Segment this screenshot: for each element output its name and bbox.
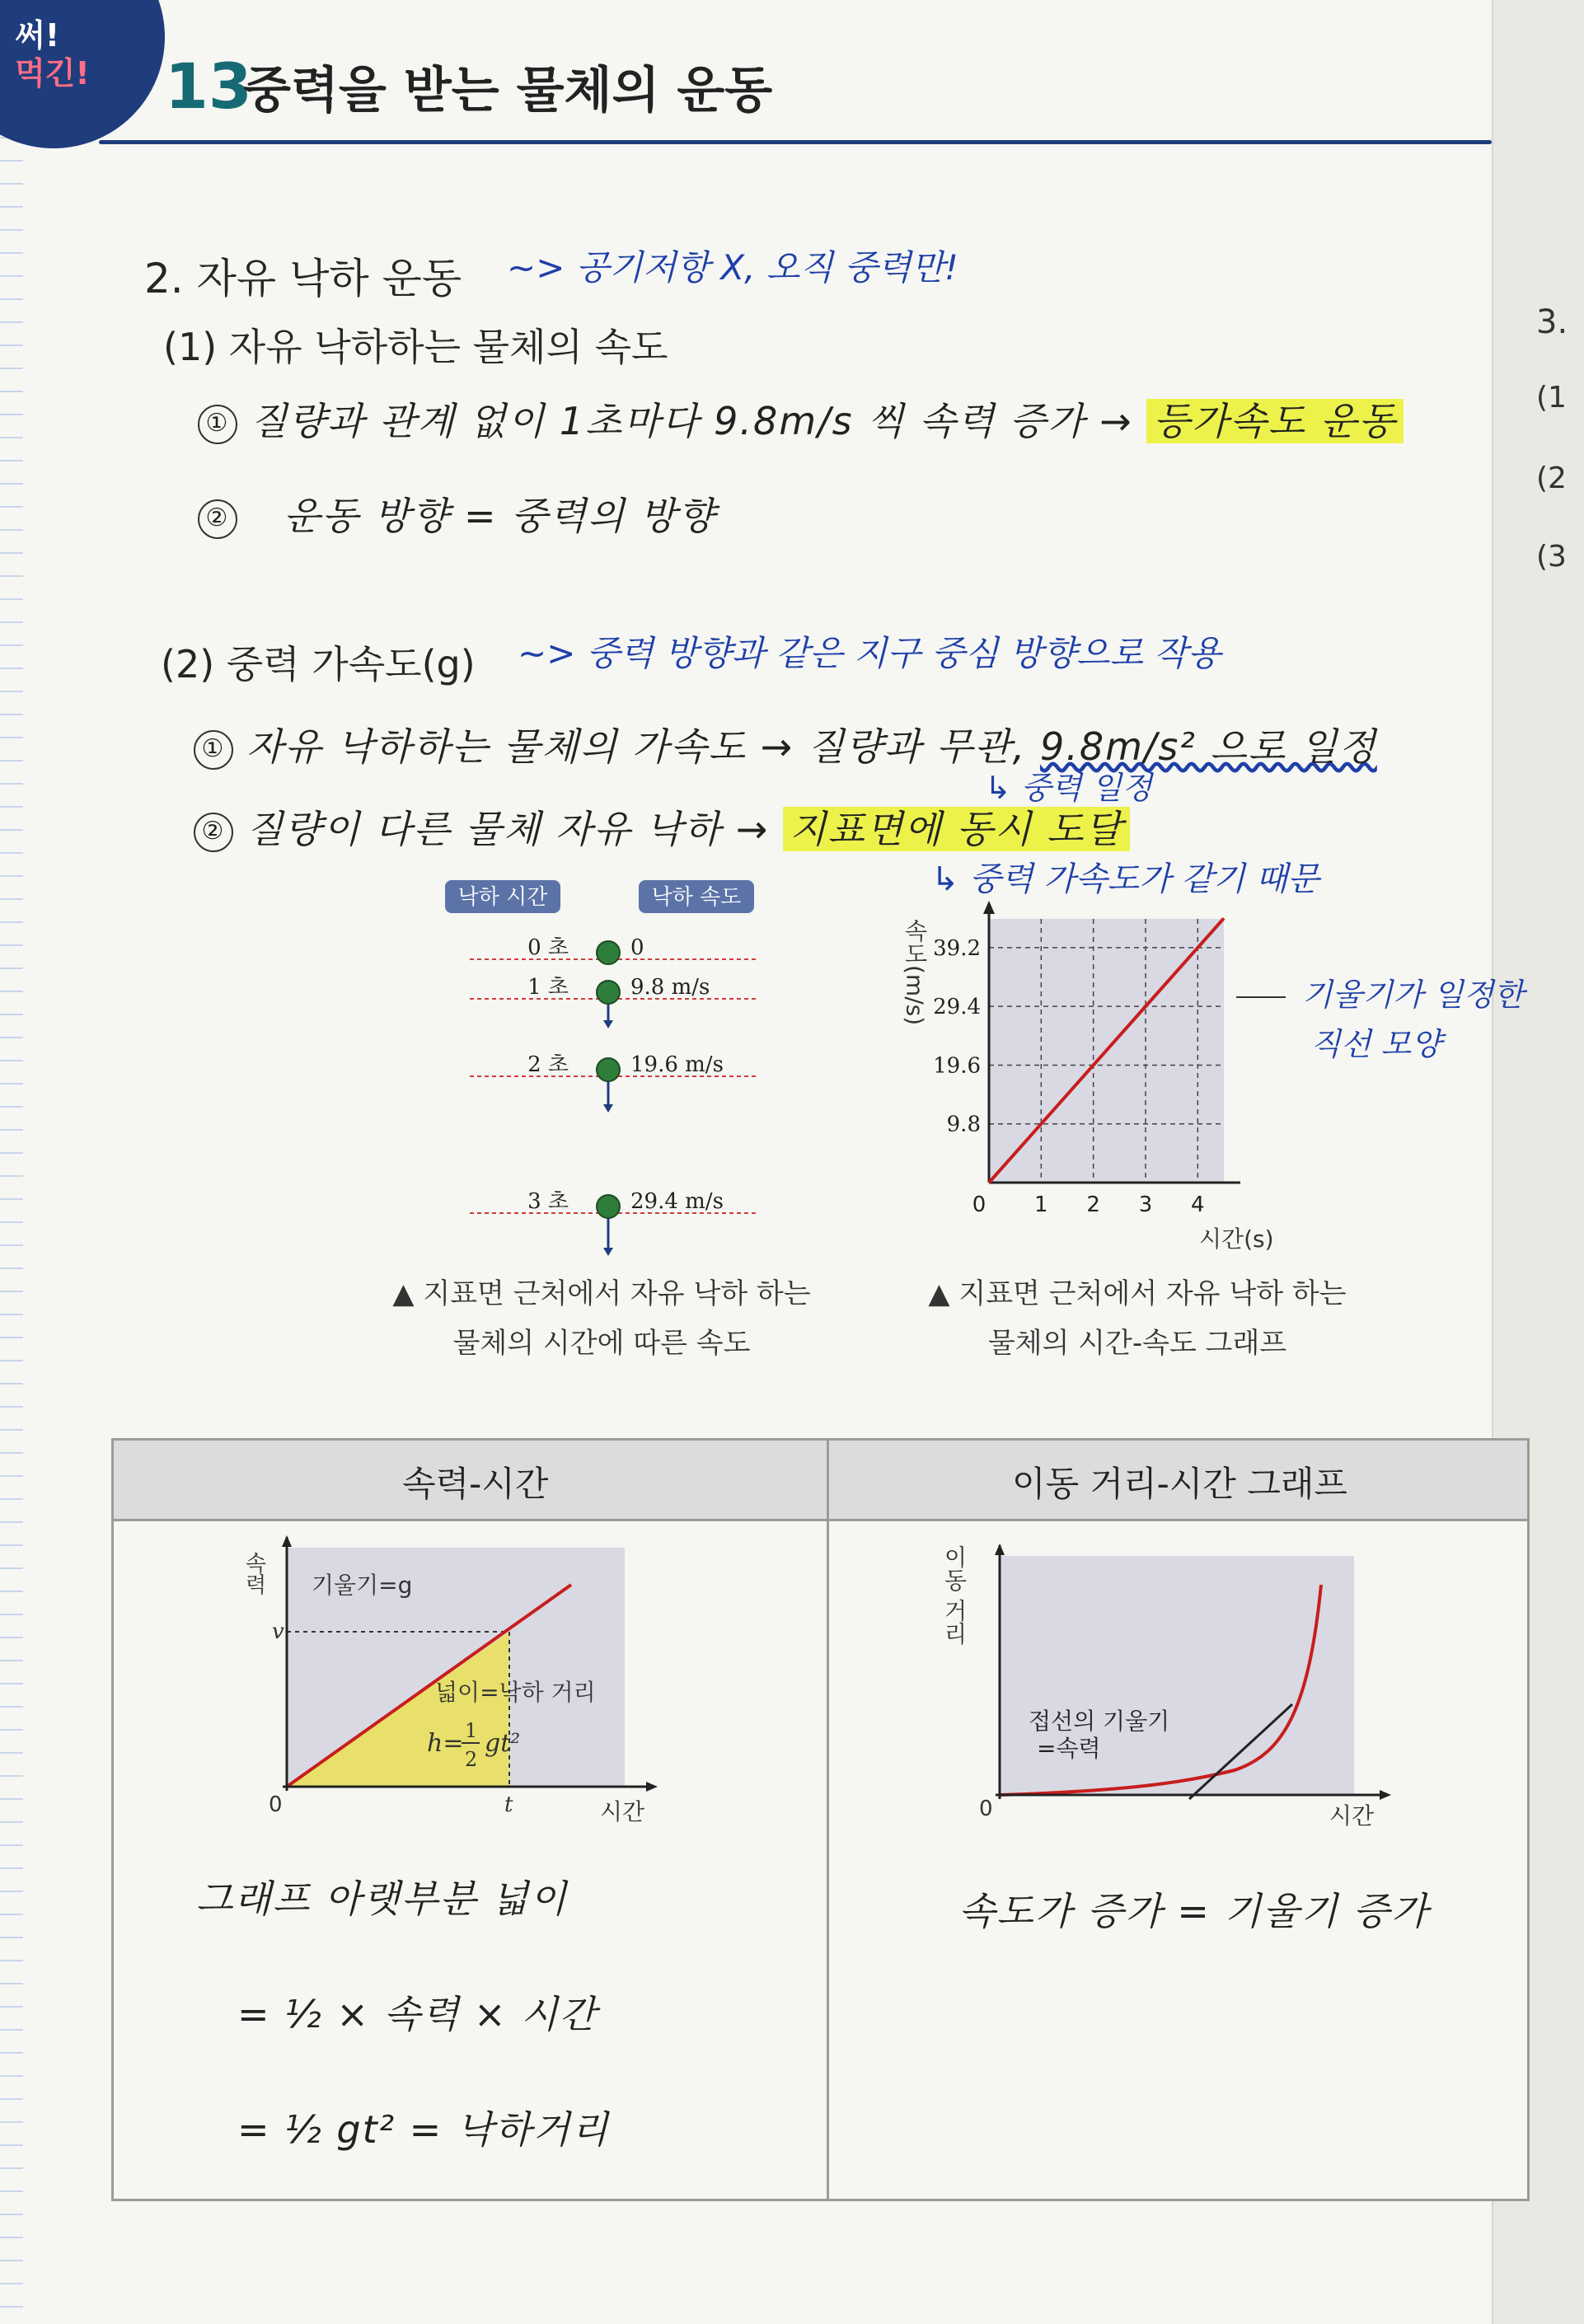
item-number: ① <box>194 730 233 770</box>
fall-time-label: 3 초 <box>527 1189 569 1214</box>
distance-time-graph <box>938 1535 1399 1840</box>
x-tick-label: 0 <box>972 1192 986 1217</box>
y-tick-label: 9.8 <box>946 1112 981 1137</box>
ball-icon <box>597 1195 620 1218</box>
tangent-label-2: =속력 <box>1037 1735 1101 1762</box>
x-tick-label: 3 <box>1138 1192 1153 1217</box>
note-right-line-1: 속도가 증가 = 기울기 증가 <box>958 1889 1430 1933</box>
x-axis-arrow-icon <box>1380 1790 1391 1800</box>
sub2-item2-note: ↳ 중력 가속도가 같기 때문 <box>931 860 1319 898</box>
fall-rows <box>470 935 758 1256</box>
chapter-title: 중력을 받는 물체의 운동 <box>243 62 773 119</box>
header-rule <box>99 140 1492 144</box>
fall-time-label: 2 초 <box>527 1052 569 1077</box>
sub2-heading: (2) 중력 가속도(g) <box>161 642 476 686</box>
sub1-item1-text: 질량과 관계 없이 1초마다 9.8m/s 씩 속력 증가 → <box>251 399 1133 443</box>
sub2-item2-highlight: 지표면에 동시 도달 <box>783 807 1130 851</box>
area-label: 넓이=낙하 거리 <box>435 1679 596 1706</box>
slope-label: 기울기=g <box>312 1572 413 1599</box>
formula-numerator: 1 <box>465 1719 478 1742</box>
gutter-label-3: (2 <box>1536 462 1567 495</box>
t-label: t <box>504 1792 513 1817</box>
section-heading: 2. 자유 낙하 운동 <box>144 255 462 302</box>
item-number: ② <box>194 813 233 852</box>
sub2-heading-note: ~> 중력 방향과 같은 지구 중심 방향으로 작용 <box>518 633 1221 673</box>
speed-time-graph <box>237 1535 666 1832</box>
item-number: ② <box>198 499 237 539</box>
tangent-label-1: 접선의 기울기 <box>1029 1708 1170 1735</box>
vt-caption-line-1: ▲ 지표면 근처에서 자유 낙하 하는 <box>928 1277 1347 1310</box>
fall-speed-label: 19.6 m/s <box>630 1052 724 1077</box>
y-axis-label: 속도(m/s) <box>901 919 929 1026</box>
x-axis-label: 시간 <box>1329 1802 1375 1830</box>
x-axis-arrow-icon <box>646 1782 658 1792</box>
speed-label: 낙하 속도 <box>651 885 742 910</box>
sub2-item1 <box>194 717 1377 771</box>
section-heading-note: ~> 공기저항 X, 오직 중력만! <box>507 247 958 288</box>
gutter-label-4: (3 <box>1536 540 1567 574</box>
table-header-right: 이동 거리-시간 그래프 <box>1012 1464 1348 1504</box>
formula-denominator: 2 <box>465 1748 478 1771</box>
table-divider <box>827 1441 829 2199</box>
sub1-item1 <box>198 391 1404 446</box>
y-axis-label: 속력 <box>241 1552 266 1595</box>
vt-caption <box>874 1269 1401 1368</box>
sub2-item1-value: 9.8m/s² 으로 일정 <box>1039 724 1377 769</box>
gutter-label-2: (1 <box>1536 381 1567 415</box>
y-tick-label: 39.2 <box>933 935 981 961</box>
table-header-left: 속력-시간 <box>402 1464 549 1504</box>
fall-speed-label: 29.4 m/s <box>630 1189 724 1214</box>
x-axis-label: 시간(s) <box>1199 1225 1274 1253</box>
sub1-heading: (1) 자유 낙하하는 물체의 속도 <box>163 325 668 369</box>
fall-diagram <box>445 874 791 1261</box>
sub2-item1-note: ↳ 중력 일정 <box>985 770 1152 806</box>
sub2-item2 <box>194 799 1130 854</box>
sub2-item1-text: 자유 낙하하는 물체의 가속도 → 질량과 무관, <box>246 724 1027 769</box>
formula-tail: gt² <box>485 1729 521 1758</box>
ball-icon <box>597 981 620 1004</box>
time-label: 낙하 시간 <box>457 885 548 910</box>
x-tick-label: 4 <box>1191 1192 1205 1217</box>
fall-speed-label: 9.8 m/s <box>630 975 710 1000</box>
x-tick-label: 1 <box>1034 1192 1048 1217</box>
y-axis-arrow-icon <box>995 1544 1005 1555</box>
origin-label: 0 <box>269 1792 283 1817</box>
note-left-line-1: 그래프 아랫부분 넓이 <box>196 1877 569 1921</box>
ball-icon <box>597 941 620 964</box>
note-left-line-3: = ½ gt² = 낙하거리 <box>237 2107 610 2152</box>
fall-caption-line-2: 물체의 시간에 따른 속도 <box>452 1327 751 1360</box>
sub1-item2 <box>198 486 716 541</box>
badge-line-2: 먹긴! <box>15 55 90 91</box>
badge-line-1: 써! <box>15 17 60 54</box>
fall-caption <box>363 1269 841 1368</box>
origin-label: 0 <box>979 1797 993 1821</box>
sub2-item2-text: 질량이 다른 물체 자유 낙하 → <box>246 807 770 851</box>
fall-speed-label: 0 <box>630 935 644 960</box>
y-axis-label: 이동 거리 <box>940 1545 968 1645</box>
y-tick-label: 29.4 <box>933 995 981 1020</box>
chapter-number: 13 <box>165 49 252 123</box>
vt-caption-line-2: 물체의 시간-속도 그래프 <box>987 1327 1287 1360</box>
graph-comparison-table <box>111 1438 1530 2201</box>
y-axis-arrow-icon <box>983 901 995 914</box>
y-tick-label: 19.6 <box>933 1053 981 1079</box>
badge-text <box>15 16 90 92</box>
ruled-paper-edge <box>0 0 23 2324</box>
annotation-line-2: 직선 모양 <box>1310 1026 1441 1062</box>
ball-icon <box>597 1058 620 1081</box>
fall-time-label: 1 초 <box>527 975 569 1000</box>
y-axis-arrow-icon <box>282 1535 292 1547</box>
fall-time-label: 0 초 <box>527 935 569 960</box>
annotation-line-1: 기울기가 일정한 <box>1302 977 1525 1013</box>
item-number: ① <box>198 405 237 444</box>
gutter-label-1: 3. <box>1536 303 1568 341</box>
note-left-line-2: = ½ × 속력 × 시간 <box>237 1992 598 2036</box>
formula-h: h= <box>427 1729 464 1758</box>
sub1-item2-text: 운동 방향 = 중력의 방향 <box>284 494 716 538</box>
velocity-arrow-head-icon <box>603 1104 613 1113</box>
fall-caption-line-1: ▲ 지표면 근처에서 자유 낙하 하는 <box>392 1277 811 1310</box>
velocity-time-chart <box>890 898 1525 1253</box>
x-tick-label: 2 <box>1086 1192 1100 1217</box>
x-axis-label: 시간 <box>600 1798 645 1825</box>
sub1-item1-highlight: 등가속도 운동 <box>1146 399 1403 443</box>
velocity-arrow-head-icon <box>603 1248 613 1256</box>
velocity-arrow-head-icon <box>603 1020 613 1028</box>
v-label: v <box>272 1619 284 1644</box>
